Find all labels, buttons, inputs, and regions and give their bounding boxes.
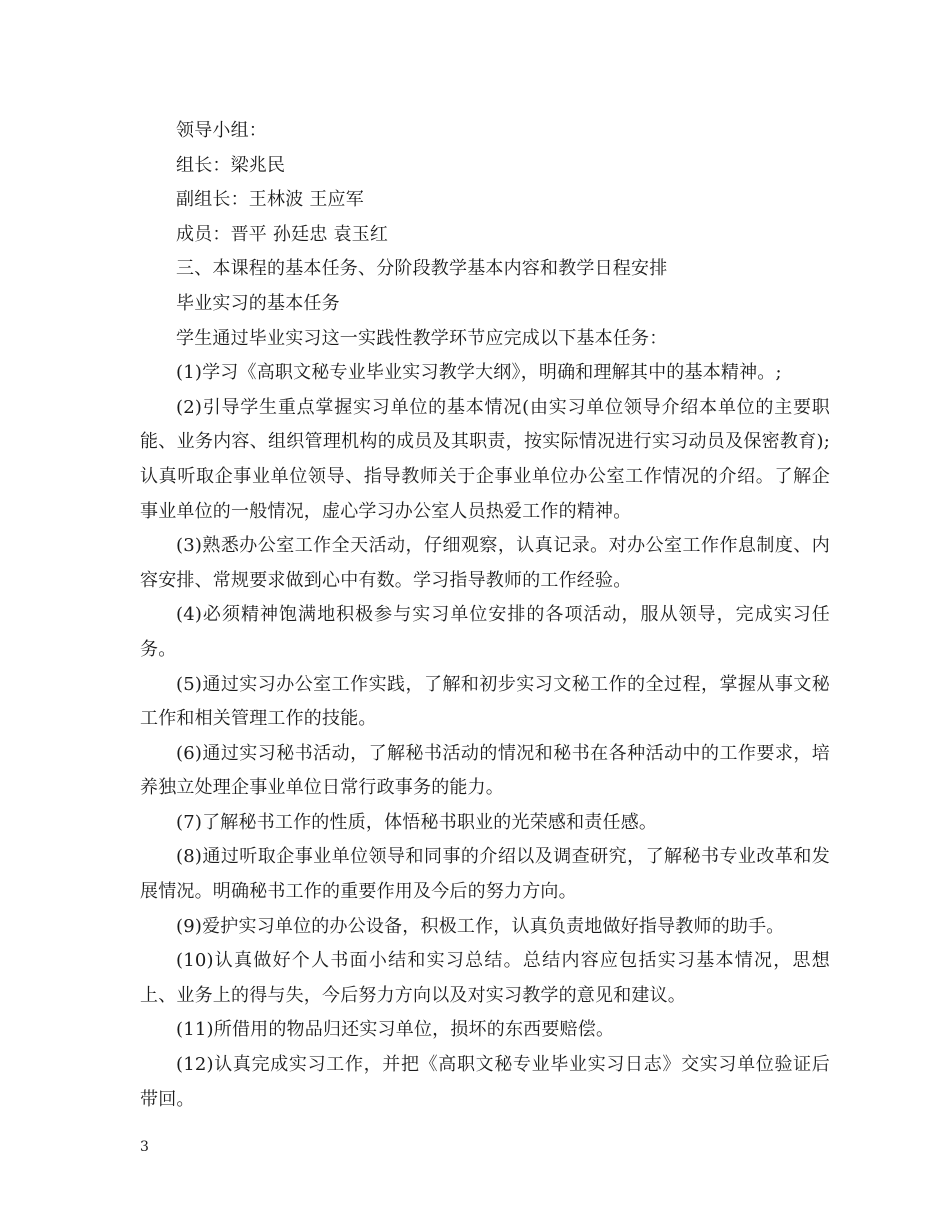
paragraph-leadership-group: 领导小组： xyxy=(176,120,267,141)
paragraph-deputy-leader: 副组长：王林波 王应军 xyxy=(176,189,364,211)
document-body xyxy=(140,114,830,1117)
list-item-6: (6)通过实习秘书活动，了解秘书活动的情况和秘书在各种活动中的工作要求，培养独立处理企事业单位日常行政事务的能力。 xyxy=(140,742,830,799)
list-item-4: (4)必须精神饱满地积极参与实习单位安排的各项活动，服从领导，完成实习任务。 xyxy=(140,604,830,660)
list-item-11: (11)所借用的物品归还实习单位，损坏的东西要赔偿。 xyxy=(176,1019,615,1041)
page-number: 3 xyxy=(140,1139,149,1155)
list-item-3: (3)熟悉办公室工作全天活动，仔细观察，认真记录。对办公室工作作息制度、内容安排、常规要求做到心中有数。学习指导教师的工作经验。 xyxy=(140,535,830,591)
section-heading: 三、本课程的基本任务、分阶段教学基本内容和教学日程安排 xyxy=(176,258,668,280)
subsection-heading: 毕业实习的基本任务 xyxy=(176,292,340,314)
paragraph-group-leader: 组长：梁兆民 xyxy=(176,154,286,176)
list-item-8: (8)通过听取企事业单位领导和同事的介绍以及调查研究，了解秘书专业改革和发展情况。明确秘书工作的重要作用及今后的努力方向。 xyxy=(140,846,830,903)
paragraph-intro: 学生通过毕业实习这一实践性教学环节应完成以下基本任务： xyxy=(176,327,668,349)
list-item-1: (1)学习《高职文秘专业毕业实习教学大纲》，明确和理解其中的基本精神。; xyxy=(176,362,782,384)
list-item-2: (2)引导学生重点掌握实习单位的基本情况(由实习单位领导介绍本单位的主要职能、业务内容、组织管理机构的成员及其职责，按实际情况进行实习动员及保密教育);认真听取企事业单位领导、指导教师关于企事业单位办公室工作情况的介绍。了解企事业单位的一般情况，虚心学习办公室人员热爱工作的精神。 xyxy=(140,396,830,522)
list-item-7: (7)了解秘书工作的性质，体悟秘书职业的光荣感和责任感。 xyxy=(176,811,658,833)
list-item-10: (10)认真做好个人书面小结和实习总结。总结内容应包括实习基本情况，思想上、业务上的得与失，今后努力方向以及对实习教学的意见和建议。 xyxy=(140,950,830,1006)
paragraph-members: 成员：晋平 孙廷忠 袁玉红 xyxy=(176,223,389,245)
list-item-9: (9)爱护实习单位的办公设备，积极工作，认真负责地做好指导教师的助手。 xyxy=(176,915,785,937)
list-item-12: (12)认真完成实习工作，并把《高职文秘专业毕业实习日志》交实习单位验证后带回。 xyxy=(140,1054,830,1110)
list-item-5: (5)通过实习办公室工作实践，了解和初步实习文秘工作的全过程，掌握从事文秘工作和相关管理工作的技能。 xyxy=(140,673,830,730)
